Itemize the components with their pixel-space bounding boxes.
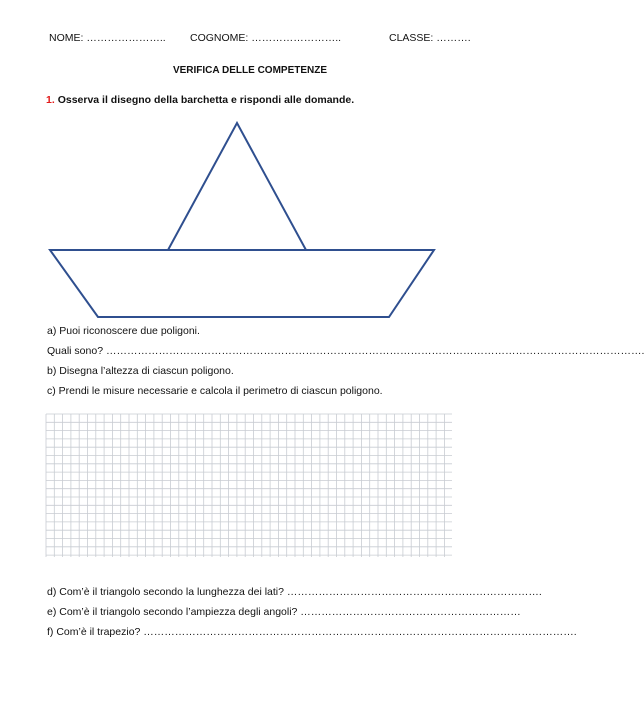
question-d: d) Com’è il triangolo secondo la lunghezza dei lati? ………………………………………………………………. [47,586,542,598]
question-c: c) Prendi le misure necessarie e calcola il perimetro di ciascun poligono. [47,385,383,397]
squared-paper-grid [46,414,452,557]
question-a: a) Puoi riconoscere due poligoni. [47,325,200,337]
question-f: f) Com’è il trapezio? ……………………………………………………………………………………………………………. [47,626,577,638]
question-e: e) Com’è il triangolo secondo l’ampiezza degli angoli? ……………………………………………………… [47,606,521,618]
question-quali: Quali sono? ………………………………………………………………………………………………………………………………………. [47,345,644,357]
boat-trapezoid [50,250,434,317]
question-b: b) Disegna l’altezza di ciascun poligono. [47,365,234,377]
page-title: VERIFICA DELLE COMPETENZE [172,65,328,76]
exercise-text: Osserva il disegno della barchetta e rispondi alle domande. [57,94,355,106]
exercise-number: 1. [46,94,55,106]
boat-triangle [168,123,306,250]
nome-field: NOME: ………………….. [49,32,166,44]
cognome-field: COGNOME: …………………….. [190,32,342,44]
classe-field: CLASSE: ………. [389,32,471,44]
